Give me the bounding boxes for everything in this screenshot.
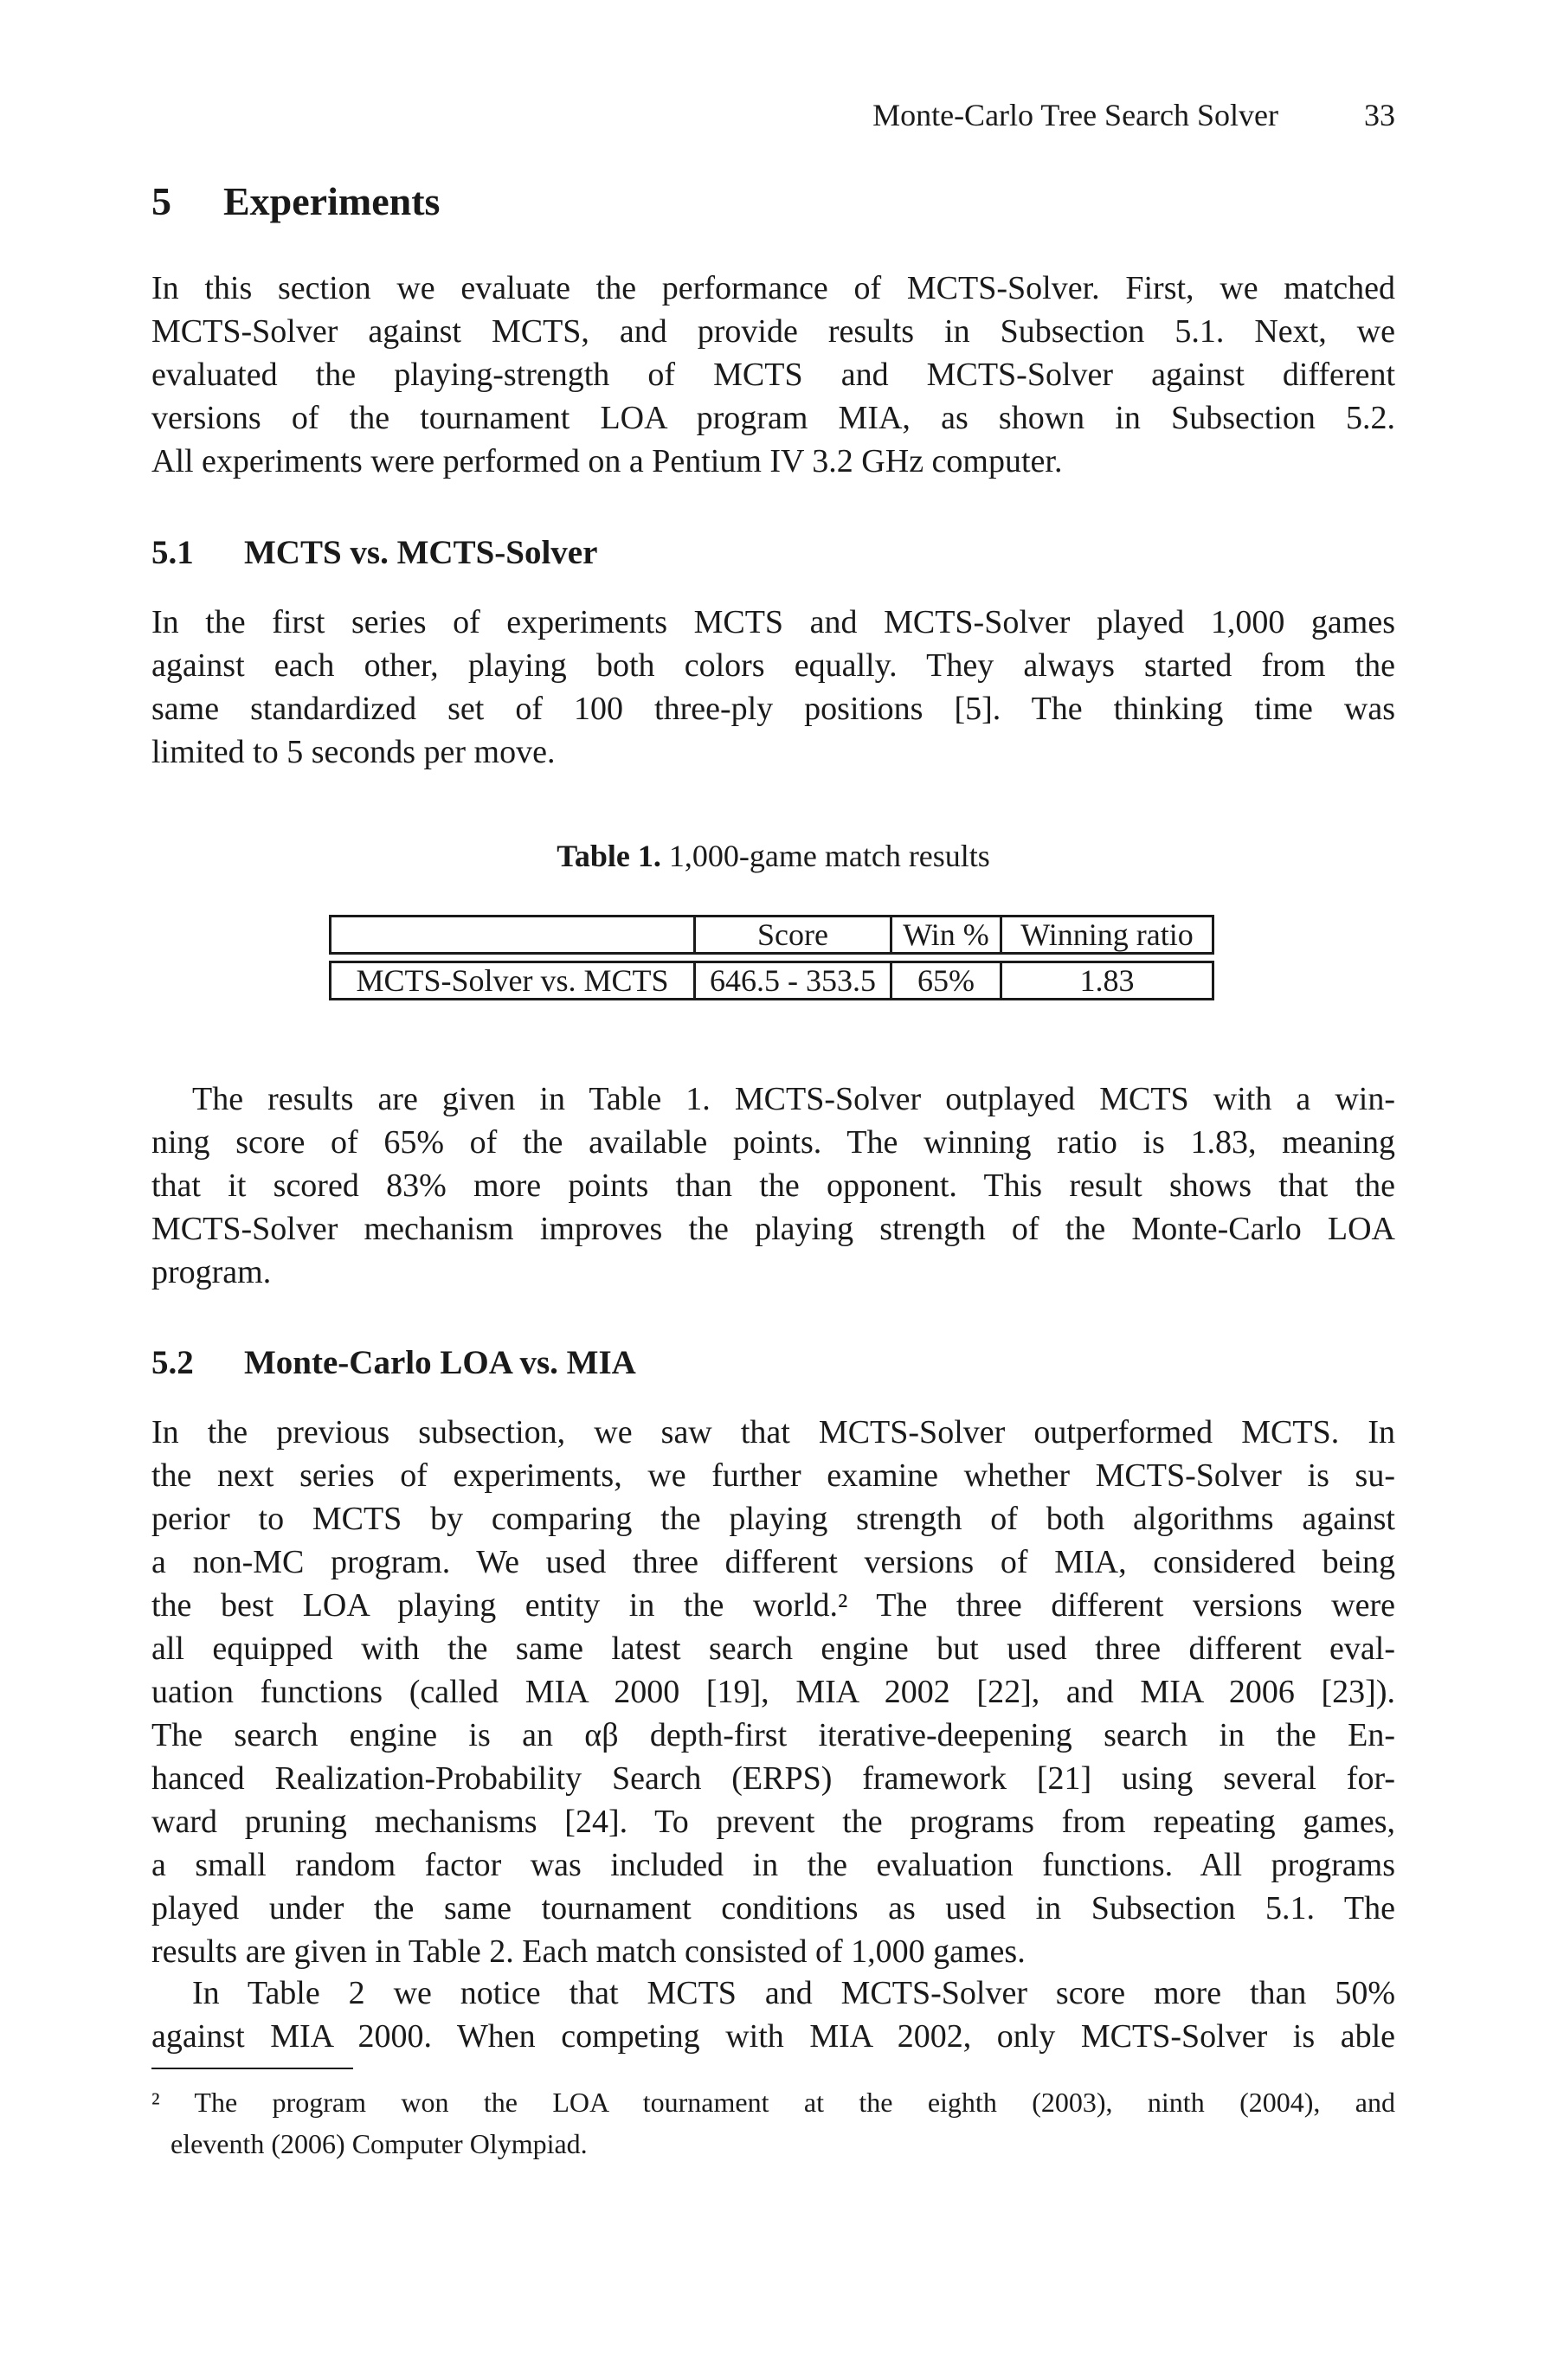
text-line: evaluated the playing-strength of MCTS and MCTS-Solver against different xyxy=(151,357,1395,393)
cell-win-pct: 65% xyxy=(890,961,1000,1000)
text-line: perior to MCTS by comparing the playing strength of both algorithms against xyxy=(151,1501,1395,1537)
text-line: the best LOA playing entity in the world.² The three different versions were xyxy=(151,1587,1395,1624)
text-line: versions of the tournament LOA program MIA, as shown in Subsection 5.2. xyxy=(151,400,1395,436)
text-line: limited to 5 seconds per move. xyxy=(151,734,556,770)
text-line: against each other, playing both colors equally. They always started from the xyxy=(151,647,1395,684)
text-line: a non-MC program. We used three different versions of MIA, considered being xyxy=(151,1544,1395,1580)
text-line: that it scored 83% more points than the opponent. This result shows that the xyxy=(151,1167,1395,1204)
text-line: MCTS-Solver against MCTS, and provide results in Subsection 5.1. Next, we xyxy=(151,313,1395,350)
section-title: Experiments xyxy=(223,179,441,223)
text-line: All experiments were performed on a Pentium IV 3.2 GHz computer. xyxy=(151,443,1063,479)
text-line: hanced Realization-Probability Search (ERPS) framework [21] using several for- xyxy=(151,1760,1395,1797)
text-line: a small random factor was included in the evaluation functions. All programs xyxy=(151,1847,1395,1883)
subsection-heading-5-1 xyxy=(151,533,597,572)
paragraph-results xyxy=(151,1077,1395,1294)
paragraph-experiment-setup xyxy=(151,601,1395,774)
section-heading xyxy=(151,178,440,224)
paragraph-mia-setup xyxy=(151,1411,1395,1973)
table-row xyxy=(329,961,1214,1000)
running-header xyxy=(151,97,1395,137)
table-header-row xyxy=(329,915,1214,955)
subsection-number: 5.1 xyxy=(151,534,194,571)
text-line: eleventh (2006) Computer Olympiad. xyxy=(171,2128,588,2159)
paragraph-intro xyxy=(151,267,1395,483)
text-line: ² The program won the LOA tournament at the eighth (2003), ninth (2004), and xyxy=(151,2087,1395,2118)
section-number: 5 xyxy=(151,179,171,223)
text-line: In the first series of experiments MCTS and MCTS-Solver played 1,000 games xyxy=(151,604,1395,640)
text-line: The search engine is an αβ depth-first iterative-deepening search in the En- xyxy=(151,1717,1395,1753)
text-line: In this section we evaluate the performance of MCTS-Solver. First, we matched xyxy=(151,270,1395,306)
text-line: The results are given in Table 1. MCTS-Solver outplayed MCTS with a win- xyxy=(192,1081,1395,1117)
subsection-title: Monte-Carlo LOA vs. MIA xyxy=(244,1344,636,1381)
cell-winning-ratio: 1.83 xyxy=(1000,961,1214,1000)
cell-score: 646.5 - 353.5 xyxy=(693,961,890,1000)
header-cell-empty xyxy=(329,915,693,955)
text-line: ning score of 65% of the available points. The winning ratio is 1.83, meaning xyxy=(151,1124,1395,1161)
paragraph-table2-discussion xyxy=(151,1972,1395,2058)
text-line: In Table 2 we notice that MCTS and MCTS-Solver score more than 50% xyxy=(192,1975,1395,2011)
text-line: ward pruning mechanisms [24]. To prevent the programs from repeating games, xyxy=(151,1804,1395,1840)
text-line: against MIA 2000. When competing with MIA 2002, only MCTS-Solver is able xyxy=(151,2018,1395,2055)
table-caption xyxy=(151,838,1395,874)
results-table xyxy=(329,915,1214,1000)
text-line: MCTS-Solver mechanism improves the playing strength of the Monte-Carlo LOA xyxy=(151,1211,1395,1247)
subsection-number: 5.2 xyxy=(151,1344,194,1381)
page-number: 33 xyxy=(1364,98,1395,132)
header-cell-win-pct: Win % xyxy=(890,915,1000,955)
table-caption-text: 1,000-game match results xyxy=(668,839,990,873)
text-line: the next series of experiments, we further examine whether MCTS-Solver is su- xyxy=(151,1457,1395,1494)
text-line: uation functions (called MIA 2000 [19], MIA 2002 [22], and MIA 2006 [23]). xyxy=(151,1674,1395,1710)
header-cell-score: Score xyxy=(693,915,890,955)
text-line: all equipped with the same latest search engine but used three different eval- xyxy=(151,1631,1395,1667)
subsection-heading-5-2 xyxy=(151,1343,636,1382)
text-line: program. xyxy=(151,1254,272,1290)
running-title: Monte-Carlo Tree Search Solver xyxy=(872,98,1278,132)
text-line: same standardized set of 100 three-ply positions [5]. The thinking time was xyxy=(151,691,1395,727)
text-line: results are given in Table 2. Each match consisted of 1,000 games. xyxy=(151,1933,1026,1970)
subsection-title: MCTS vs. MCTS-Solver xyxy=(244,534,598,571)
table-caption-label: Table 1. xyxy=(557,839,661,873)
text-line: played under the same tournament conditions as used in Subsection 5.1. The xyxy=(151,1890,1395,1927)
cell-matchup: MCTS-Solver vs. MCTS xyxy=(329,961,693,1000)
footnote xyxy=(151,2081,1395,2165)
footnote-rule xyxy=(151,2068,353,2069)
header-cell-winning-ratio: Winning ratio xyxy=(1000,915,1214,955)
text-line: In the previous subsection, we saw that MCTS-Solver outperformed MCTS. In xyxy=(151,1414,1395,1451)
